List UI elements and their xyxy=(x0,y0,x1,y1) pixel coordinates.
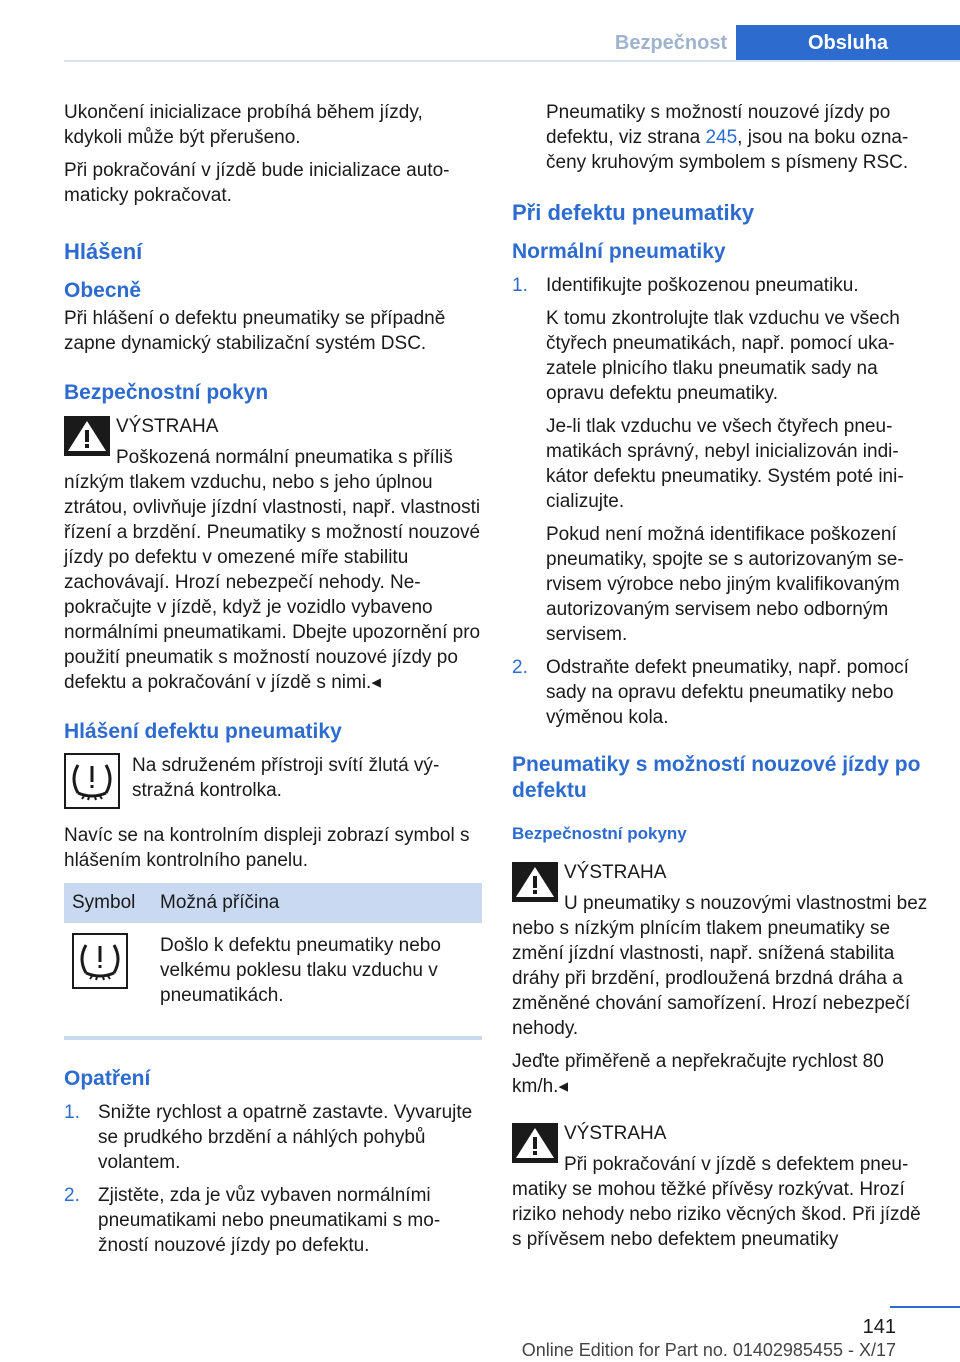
heading-pri-defektu: Při defektu pneumatiky xyxy=(512,200,755,225)
tpms-indicator-row xyxy=(64,753,482,809)
step-text: Pokud není možná identifikace poškození pneumatiky, spojte se s autorizovaným servisem výrobce nebo jiným kvalifikovaným autorizovaným servisem nebo odborným servisem. xyxy=(546,524,904,645)
obecne-paragraph: Při hlášení o defektu pneumatiky se případně zapne dynamický stabilizační systém DSC. xyxy=(64,308,446,354)
table-header-cause: Možná příčina xyxy=(152,883,482,923)
warning-title: VÝSTRAHA xyxy=(116,416,219,437)
heading-hlaseni: Hlášení xyxy=(64,239,143,264)
display-paragraph: Navíc se na kontrolním displeji zobrazí symbol s hlášením kontrolního panelu. xyxy=(64,825,470,871)
left-column xyxy=(64,100,482,1266)
tab-section[interactable]: Bezpečnost xyxy=(614,31,728,54)
speed-limit-paragraph: Jeďte přiměřeně a nepřekračujte rychlost 80 km/h.◂ xyxy=(512,1051,884,1097)
intro-paragraph-1: Ukončení inicializace probíhá během jízdy, kdykoli může být přerušeno. xyxy=(64,102,423,148)
step-number: 2. xyxy=(512,657,528,678)
heading-obecne: Obecně xyxy=(64,279,142,302)
step-number: 1. xyxy=(64,1102,80,1123)
heading-bezpecnostni-pokyn: Bezpečnostní pokyn xyxy=(64,381,269,404)
warning-text: U pneumatiky s nouzovými vlastnostmi bez nebo s nízkým plnícím tlakem pneumatiky se změní jízdní vlastnosti, např. snížená stabilita dráhy při brzdění, prodloužená brzdná dráha a změněné chování samořízení. Hrozí nebezpečí nehody. xyxy=(512,893,928,1039)
symbol-table xyxy=(64,883,482,1026)
warning-triangle-icon xyxy=(512,862,558,902)
table-bottom-rule xyxy=(64,1036,482,1040)
step-text: K tomu zkontrolujte tlak vzduchu ve všech čtyřech pneumatikách, např. pomocí ukazatele plnicího tlaku pneumatik sady na opravu defektu pneumatiky. xyxy=(546,308,900,404)
warning-title: VÝSTRAHA xyxy=(564,862,667,883)
table-cell-cause: Došlo k defektu pneumatiky nebo velkému poklesu tlaku vzduchu v pneumatikách. xyxy=(160,935,441,1006)
warning-block xyxy=(512,1121,930,1146)
step-text: Snižte rychlost a opatrně zastavte. Vyvarujte se prudkého brzdění a náhlých pohybů volantem. xyxy=(98,1102,473,1173)
step-text: Identifikujte poškozenou pneumatiku. xyxy=(546,275,859,296)
heading-normalni-pneumatiky: Normální pneumatiky xyxy=(512,240,726,263)
list-item xyxy=(64,1183,482,1258)
warning-triangle-icon xyxy=(64,416,110,456)
list-item xyxy=(64,1100,482,1175)
warning-triangle-icon xyxy=(512,1123,558,1163)
table-row xyxy=(64,923,482,1026)
step-text: Zjistěte, zda je vůz vybaven normálními pneumatikami nebo pneumatikami s možností nouzové jízdy po defektu. xyxy=(98,1185,441,1256)
footer-edition: Online Edition for Part no. 01402985455 - X/17 xyxy=(521,1340,896,1360)
page-link-245[interactable]: 245 xyxy=(705,127,738,148)
heading-bezpecnostni-pokyny: Bezpečnostní pokyny xyxy=(512,824,687,843)
tire-pressure-warning-icon xyxy=(64,753,120,809)
heading-hlaseni-defektu: Hlášení defektu pneumatiky xyxy=(64,720,342,743)
tire-pressure-warning-icon xyxy=(72,933,128,989)
warning-block xyxy=(512,860,930,885)
warning-title: VÝSTRAHA xyxy=(564,1123,667,1144)
intro-paragraph-2: Při pokračování v jízdě bude inicializace automaticky pokračovat. xyxy=(64,160,450,206)
warning-block xyxy=(64,414,482,439)
warning-text: Poškozená normální pneumatika s příliš nízkým tlakem vzduchu, nebo s jeho úplnou ztrátou, ovlivňuje jízdní vlastnosti, např. vlastnosti řízení a brzdění. Pneumatiky s možností nouzové jízdy po defektu v omezené míře stabilitu zachovávají. Hrozí nebezpečí nehody. Nepokračujte v jízdě, když je vozidlo vybaveno normálními pneumatikami. Dbejte upozornění pro použití pneumatik s možností nouzové jízdy po defektu a pokračování v jízdě s nimi.◂ xyxy=(64,447,481,693)
rsc-paragraph xyxy=(512,100,930,175)
heading-opatreni: Opatření xyxy=(64,1067,151,1090)
footer-rule xyxy=(890,1306,960,1308)
rsc-text-post: , jsou na boku označeny kruhovým symbolem s písmeny RSC. xyxy=(546,127,909,173)
list-item xyxy=(512,273,930,647)
step-text: Odstraňte defekt pneumatiky, např. pomocí sady na opravu defektu pneumatiky nebo výměnou kola. xyxy=(546,657,909,728)
heading-rsc: Pneumatiky s možností nouzové jízdy po defektu xyxy=(512,753,921,802)
step-number: 2. xyxy=(64,1185,80,1206)
steps-list xyxy=(64,1100,482,1258)
right-column xyxy=(512,100,930,1260)
header-divider xyxy=(64,60,960,62)
table-header-symbol: Symbol xyxy=(64,883,152,923)
list-item xyxy=(512,655,930,730)
step-text: Je-li tlak vzduchu ve všech čtyřech pneumatikách správný, nebyl inicializován indikátor defektu pneumatiky. Systém poté inicializujte. xyxy=(546,416,904,512)
rsc-text-pre: Pneumatiky s možností nouzové jízdy po defektu, viz strana xyxy=(546,102,891,148)
steps-list-right xyxy=(512,273,930,730)
page-number: 141 xyxy=(862,1316,896,1338)
tpms-text: Na sdruženém přístroji svítí žlutá výstražná kontrolka. xyxy=(132,755,440,801)
warning-text: Při pokračování v jízdě s defektem pneumatiky se mohou těžké přívěsy rozkývat. Hrozí riziko nehody nebo riziko věcných škod. Při jízdě s přívěsem nebo defektem pneumatiky xyxy=(512,1154,921,1250)
step-number: 1. xyxy=(512,275,528,296)
header-tabs xyxy=(606,25,960,61)
tab-chapter[interactable]: Obsluha xyxy=(736,25,960,61)
